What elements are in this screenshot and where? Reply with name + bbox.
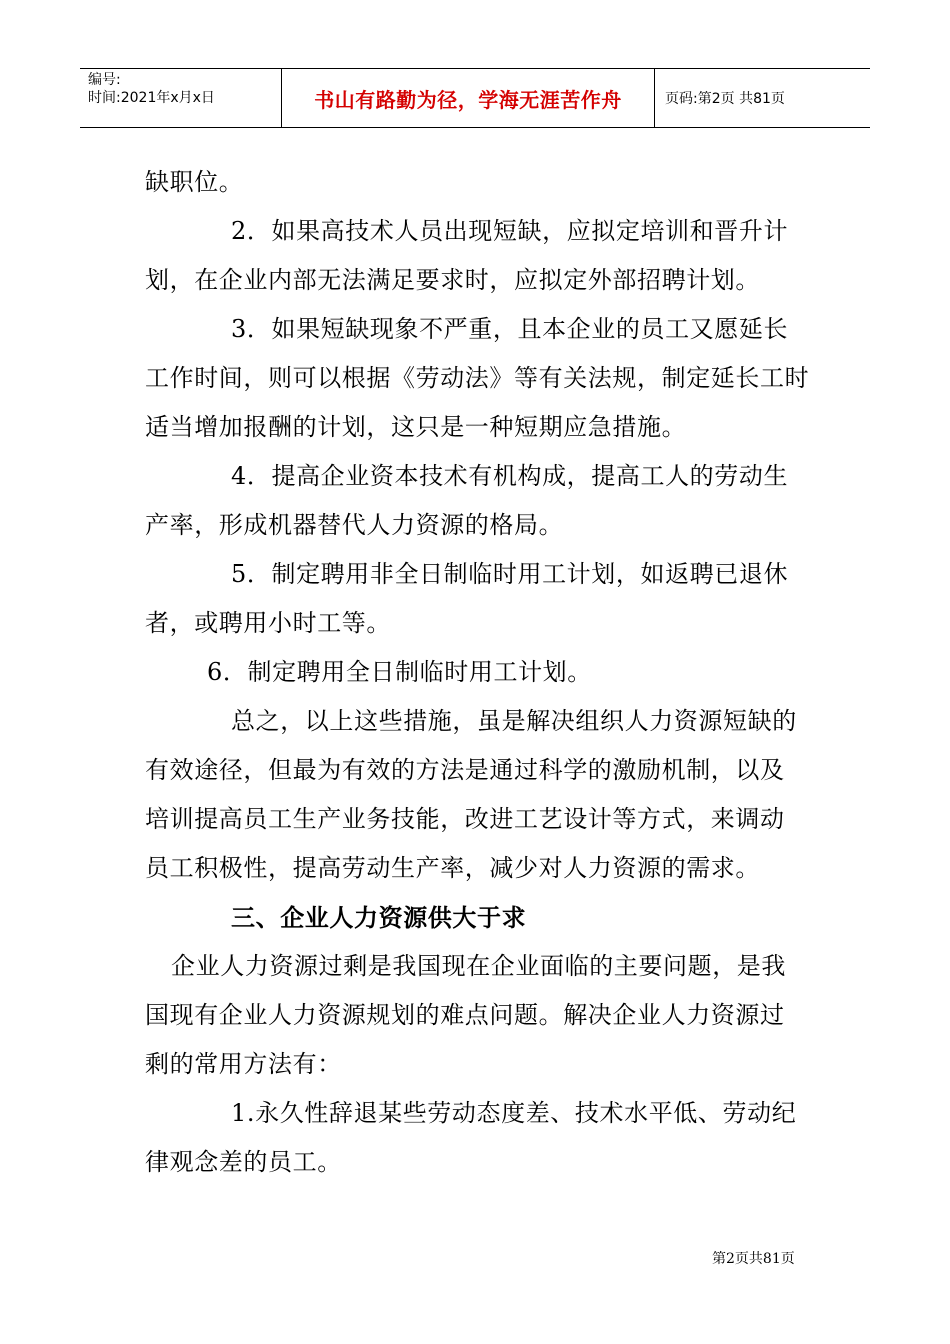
body-text-line: 2．如果高技术人员出现短缺，应拟定培训和晋升计	[231, 217, 789, 245]
body-text-line: 有效途径，但最为有效的方法是通过科学的激励机制，以及	[145, 756, 785, 784]
header-time-label: 时间:2021年x月x日	[88, 90, 215, 106]
header-page-label: 页码:第2页 共81页	[665, 91, 785, 107]
body-text-line: 3．如果短缺现象不严重，且本企业的员工又愿延长	[231, 315, 789, 343]
body-text-line: 者，或聘用小时工等。	[145, 609, 391, 637]
body-text-line: 4．提高企业资本技术有机构成，提高工人的劳动生	[231, 462, 789, 490]
header-meta	[80, 69, 282, 127]
footer-page-number: 第2页共81页	[712, 1251, 795, 1267]
body-text-line: 适当增加报酬的计划，这只是一种短期应急措施。	[145, 413, 687, 441]
page-header	[80, 68, 870, 128]
body-text-line: 剩的常用方法有：	[145, 1050, 342, 1078]
body-text-line: 产率，形成机器替代人力资源的格局。	[145, 511, 564, 539]
body-text-line: 1.永久性辞退某些劳动态度差、技术水平低、劳动纪	[231, 1099, 797, 1127]
header-motto: 书山有路勤为径，学海无涯苦作舟	[282, 69, 655, 127]
body-text-line: 总之，以上这些措施，虽是解决组织人力资源短缺的	[231, 707, 797, 735]
body-text-line: 律观念差的员工。	[145, 1148, 342, 1176]
body-text-line: 工作时间，则可以根据《劳动法》等有关法规，制定延长工时	[145, 364, 810, 392]
document-body	[145, 158, 810, 1187]
body-text-line: 6．制定聘用全日制临时用工计划。	[207, 658, 592, 686]
section-heading: 三、企业人力资源供大于求	[231, 903, 527, 932]
body-text-line: 国现有企业人力资源规划的难点问题。解决企业人力资源过	[145, 1001, 785, 1029]
body-text-line: 5．制定聘用非全日制临时用工计划，如返聘已退休	[231, 560, 789, 588]
body-text-line: 企业人力资源过剩是我国现在企业面临的主要问题，是我	[171, 952, 786, 980]
header-number-label: 编号:	[88, 72, 121, 88]
body-text-line: 培训提高员工生产业务技能，改进工艺设计等方式，来调动	[145, 805, 785, 833]
body-text-line: 划，在企业内部无法满足要求时，应拟定外部招聘计划。	[145, 266, 760, 294]
body-text-line: 缺职位。	[145, 168, 244, 196]
body-text-line: 员工积极性，提高劳动生产率，减少对人力资源的需求。	[145, 854, 760, 882]
